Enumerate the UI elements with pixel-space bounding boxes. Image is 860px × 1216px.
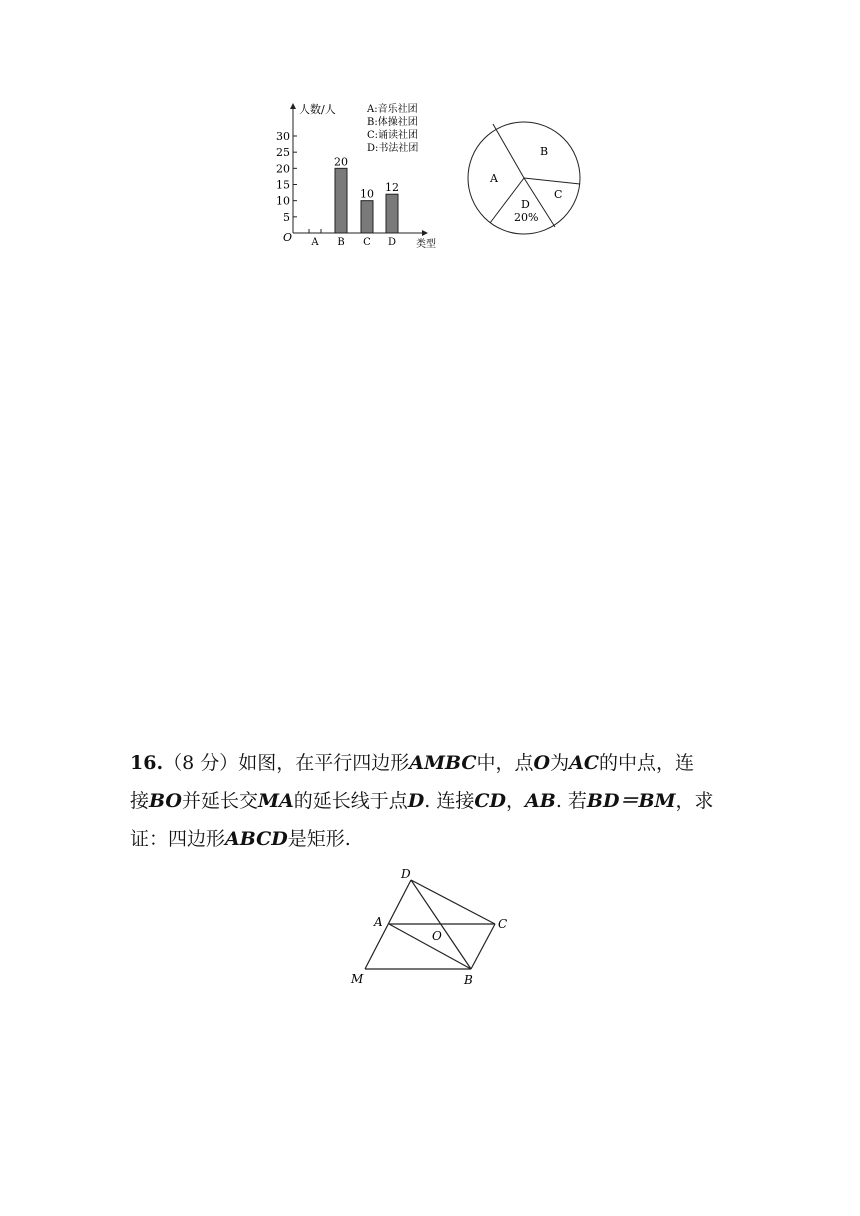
segment-dc (411, 880, 495, 924)
geometry-svg (345, 864, 515, 989)
var-bo: BO (149, 790, 182, 812)
var-d: D (407, 790, 425, 812)
y-axis-label: 人数/人 (299, 103, 336, 116)
var-ma: MA (258, 790, 294, 812)
bar-value-label: 10 (360, 187, 374, 201)
problem-line-2 (130, 782, 740, 820)
pie-slice-label-b: B (540, 145, 549, 158)
pie-slice-label-a: A (490, 172, 498, 185)
legend-entry: B:体操社团 (367, 117, 418, 128)
var-cd: CD (474, 790, 506, 812)
pie-slice-label-d: D (521, 198, 530, 211)
var-ab: AB (525, 790, 556, 812)
pie-slice-value-d: 20% (514, 211, 539, 224)
label-o: O (432, 929, 442, 943)
y-tick-label: 5 (283, 210, 290, 224)
text-segment: 是矩形. (287, 828, 351, 850)
label-d: D (401, 867, 411, 881)
x-tick-label: B (337, 237, 345, 248)
bar-value-label: 12 (385, 181, 399, 195)
text-segment: 为 (550, 752, 570, 774)
segment-ab (389, 924, 471, 969)
text-segment: ，求 (675, 790, 714, 812)
problem-line-3 (130, 820, 740, 858)
text-segment: 并延长交 (181, 790, 258, 812)
legend-entry: C:诵读社团 (367, 130, 419, 141)
y-tick-label: 10 (276, 194, 290, 208)
x-ticks (310, 237, 396, 248)
problem-score: （8 分） (163, 752, 239, 774)
text-segment: 的延长线于点 (293, 790, 408, 812)
text-segment: ， (505, 790, 525, 812)
bar-chart-svg (275, 96, 450, 251)
label-a: A (374, 915, 383, 929)
text-segment: 的中点，连 (599, 752, 695, 774)
text-segment: 证：四边形 (130, 828, 226, 850)
label-c: C (498, 917, 508, 931)
pie-divider-b-c (524, 178, 580, 184)
bars (309, 155, 399, 233)
label-m: M (351, 972, 364, 986)
legend (366, 102, 418, 154)
y-tick-label: 30 (276, 130, 290, 143)
var-abcd: ABCD (225, 828, 288, 850)
x-tick-label: D (387, 237, 397, 248)
pie-chart-svg (462, 116, 587, 241)
var-bd-eq-bm: BD＝BM (586, 790, 676, 812)
bar-value-label: 20 (334, 155, 348, 169)
var-o: O (533, 752, 551, 774)
x-axis-label: 类型 (416, 239, 436, 250)
x-tick-label: C (363, 237, 371, 248)
var-ambc: AMBC (409, 752, 477, 774)
y-tick-label: 15 (276, 178, 290, 192)
label-b: B (464, 973, 473, 987)
problem-16 (130, 744, 740, 858)
bar-d (386, 194, 398, 233)
bar-chart (275, 96, 450, 251)
y-ticks (276, 130, 297, 224)
y-tick-label: 25 (276, 146, 290, 160)
problem-number: 16. (130, 752, 164, 774)
legend-entry: A:音乐社团 (367, 104, 418, 115)
origin-label: O (283, 231, 293, 244)
text-segment: . 连接 (424, 790, 475, 812)
pie-chart (462, 116, 587, 241)
text-segment: 接 (130, 790, 150, 812)
segment-cb (471, 924, 495, 969)
bar-c (361, 201, 373, 233)
pie-slice-label-c: C (554, 188, 563, 201)
problem-line-1 (130, 744, 740, 782)
x-tick-label: A (311, 237, 319, 248)
text-segment: 中，点 (476, 752, 534, 774)
legend-entry: D:书法社团 (367, 143, 419, 154)
bar-b (335, 168, 347, 233)
text-segment: 如图，在平行四边形 (238, 752, 410, 774)
pie-divider-a-b (493, 124, 524, 178)
y-tick-label: 20 (276, 162, 290, 176)
var-ac: AC (569, 752, 599, 774)
geometry-figure (345, 864, 515, 989)
text-segment: . 若 (555, 790, 587, 812)
